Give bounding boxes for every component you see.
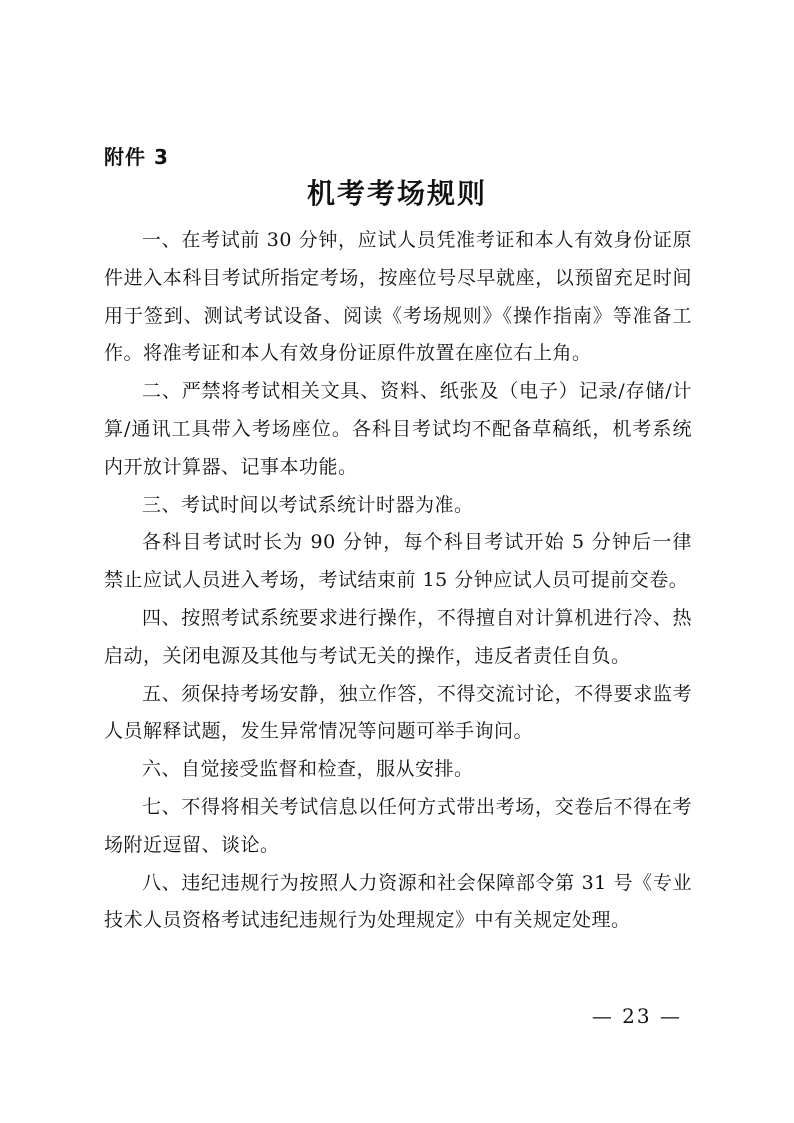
rule-paragraph-5: 五、须保持考场安静，独立作答，不得交流讨论，不得要求监考人员解释试题，发生异常情况等问题可举手询问。 (104, 682, 692, 743)
rule-paragraph-3-detail: 各科目考试时长为 90 分钟，每个科目考试开始 5 分钟后一律禁止应试人员进入考场，考试结束前 15 分钟应试人员可提前交卷。 (104, 531, 692, 592)
rule-paragraph-8: 八、违纪违规行为按照人力资源和社会保障部令第 31 号《专业技术人员资格考试违纪违规行为处理规定》中有关规定处理。 (104, 871, 692, 932)
rule-paragraph-2: 二、严禁将考试相关文具、资料、纸张及（电子）记录/存储/计算/通讯工具带入考场座位。各科目考试均不配备草稿纸，机考系统内开放计算器、记事本功能。 (104, 380, 692, 478)
attachment-label: 附件 3 (104, 145, 169, 169)
document-title: 机考考场规则 (306, 177, 487, 210)
rule-paragraph-7: 七、不得将相关考试信息以任何方式带出考场，交卷后不得在考场附近逗留、谈论。 (104, 795, 692, 856)
rule-paragraph-4: 四、按照考试系统要求进行操作，不得擅自对计算机进行冷、热启动，关闭电源及其他与考试无关的操作，违反者责任自负。 (104, 606, 692, 667)
rule-paragraph-1: 一、在考试前 30 分钟，应试人员凭准考证和本人有效身份证原件进入本科目考试所指定考场，按座位号尽早就座，以预留充足时间用于签到、测试考试设备、阅读《考场规则》《操作指南》等准备工作。将准考证和本人有效身份证原件放置在座位右上角。 (104, 229, 692, 365)
page-number: — 23 — (591, 1004, 682, 1028)
rule-paragraph-6: 六、自觉接受监督和检查，服从安排。 (142, 758, 474, 781)
rule-paragraph-3: 三、考试时间以考试系统计时器为准。 (142, 493, 474, 516)
rules-body (104, 222, 692, 940)
